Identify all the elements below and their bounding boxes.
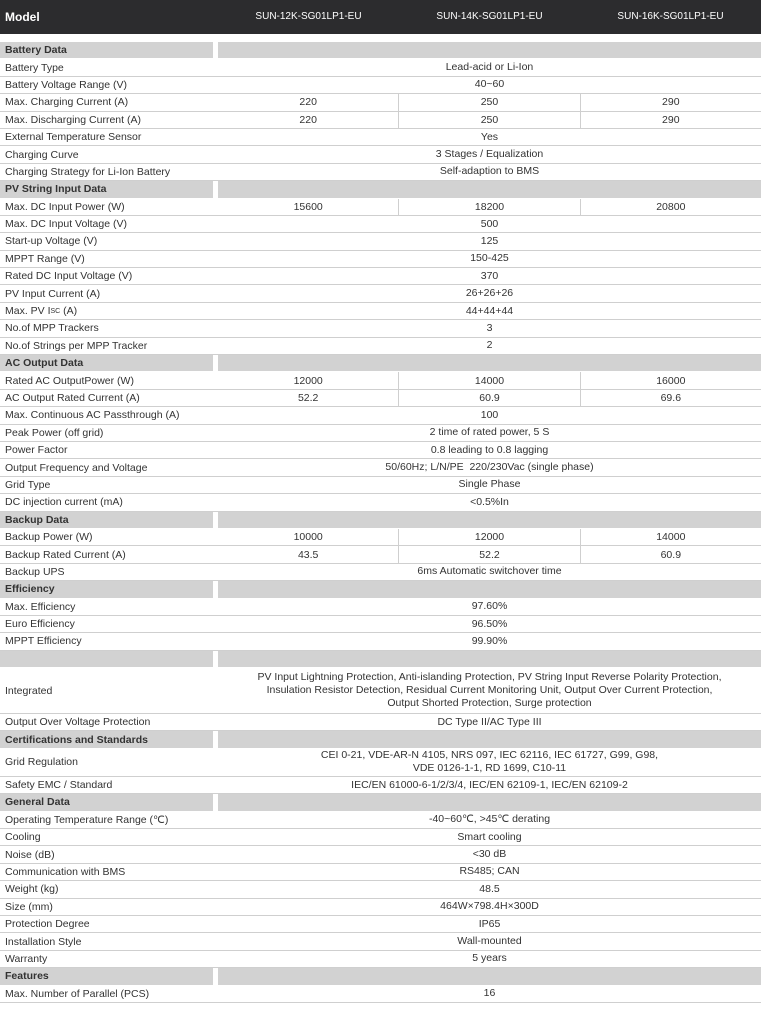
spec-row <box>0 864 761 881</box>
spec-value: 52.2 <box>398 546 579 562</box>
spec-row <box>0 494 761 511</box>
spec-label: Warranty <box>5 952 48 965</box>
spec-label: DC injection current (mA) <box>5 496 123 509</box>
spec-label: Battery Type <box>5 61 64 74</box>
section-title: Battery Data <box>0 42 213 58</box>
spec-table <box>0 42 761 1003</box>
spec-label: Rated AC OutputPower (W) <box>5 374 134 387</box>
spec-row <box>0 529 761 546</box>
spec-label: Installation Style <box>5 935 82 948</box>
spec-row <box>0 164 761 181</box>
spec-value: 125 <box>480 234 499 247</box>
spec-value: DC Type II/AC Type III <box>437 715 542 728</box>
spec-value: 0.8 leading to 0.8 lagging <box>430 443 549 456</box>
model-column-header: SUN-14K-SG01LP1-EU <box>436 11 543 22</box>
spec-row <box>0 616 761 633</box>
spec-row <box>0 285 761 302</box>
spec-value: 99.90% <box>471 634 508 647</box>
spec-value: 43.5 <box>297 548 319 561</box>
spec-value: 15600 <box>293 200 323 213</box>
spec-row <box>0 216 761 233</box>
spec-label: Rated DC Input Voltage (V) <box>5 270 133 283</box>
spec-value: 50/60Hz; L/N/PE 220/230Vac (single phase) <box>385 461 594 474</box>
spec-label: PV Input Current (A) <box>5 287 101 300</box>
spec-value: 290 <box>580 112 761 128</box>
spec-row <box>0 338 761 355</box>
spec-value: 290 <box>580 94 761 110</box>
spec-label: MPPT Range (V) <box>5 252 85 265</box>
spec-label: Power Factor <box>5 444 68 457</box>
spec-value-line: Output Shorted Protection, Surge protection <box>387 697 592 710</box>
spec-label: Max. DC Input Power (W) <box>5 200 125 213</box>
spec-value: Wall-mounted <box>457 935 522 948</box>
spec-value: 250 <box>398 112 579 128</box>
spec-row <box>0 251 761 268</box>
section-protection <box>0 651 761 668</box>
spec-row <box>0 407 761 424</box>
spec-label: Max. Efficiency <box>5 600 76 613</box>
section-features <box>0 968 761 985</box>
spec-value <box>218 749 761 776</box>
model-header-label: Model <box>5 10 40 24</box>
spec-label: Peak Power (off grid) <box>5 426 104 439</box>
spec-value: 69.6 <box>580 390 761 406</box>
spec-label: Battery Voltage Range (V) <box>5 78 127 91</box>
spec-value: 97.60% <box>471 600 508 613</box>
spec-value: 18200 <box>398 199 579 215</box>
spec-value: 6ms Automatic switchover time <box>417 565 562 578</box>
spec-value: 48.5 <box>479 882 500 895</box>
spec-row <box>0 846 761 863</box>
spec-value: 96.50% <box>471 617 508 630</box>
section-title: General Data <box>0 794 213 810</box>
spec-value: 16000 <box>580 372 761 388</box>
section-pv-string-input-data <box>0 181 761 198</box>
spec-row <box>0 442 761 459</box>
spec-label: Max. DC Input Voltage (V) <box>5 218 127 231</box>
spec-label: Backup UPS <box>5 565 65 578</box>
spec-row <box>0 951 761 968</box>
spec-row <box>0 112 761 129</box>
spec-row <box>0 986 761 1003</box>
spec-value: 3 Stages / Equalization <box>435 148 544 161</box>
spec-value: Single Phase <box>458 478 521 491</box>
spec-row <box>0 829 761 846</box>
spec-value: 16 <box>483 987 496 1000</box>
spec-value: 44+44+44 <box>465 304 514 317</box>
spec-value: 100 <box>480 408 499 421</box>
spec-value: 40~60 <box>474 78 505 91</box>
spec-value: Lead-acid or Li-Ion <box>445 61 534 74</box>
spec-row <box>0 303 761 320</box>
section-title: Certifications and Standards <box>0 731 213 747</box>
spec-label: No.of MPP Trackers <box>5 322 99 335</box>
spec-row <box>0 916 761 933</box>
spec-label: Weight (kg) <box>5 883 59 896</box>
spec-value: 2 <box>486 339 493 352</box>
spec-value-line: PV Input Lightning Protection, Anti-islanding Protection, PV String Input Reverse Polarity Protection, <box>257 671 722 684</box>
spec-row <box>0 633 761 650</box>
model-column-header: SUN-12K-SG01LP1-EU <box>255 11 362 22</box>
spec-label: Backup Power (W) <box>5 531 93 544</box>
spec-label: Grid Type <box>5 478 51 491</box>
spec-label: Cooling <box>5 831 41 844</box>
table-header <box>0 0 761 34</box>
spec-row <box>0 146 761 163</box>
section-title: PV String Input Data <box>0 181 213 197</box>
spec-row <box>0 59 761 76</box>
section-title: AC Output Data <box>0 355 213 371</box>
spec-label: Communication with BMS <box>5 865 126 878</box>
model-column-header: SUN-16K-SG01LP1-EU <box>617 11 724 22</box>
label-subscript: SC <box>50 307 61 315</box>
spec-label: Start-up Voltage (V) <box>5 235 98 248</box>
spec-row <box>0 881 761 898</box>
spec-label: Protection Degree <box>5 918 90 931</box>
section-general-data <box>0 794 761 811</box>
spec-label <box>0 303 213 319</box>
spec-row <box>0 233 761 250</box>
spec-value: Yes <box>480 130 499 143</box>
label-text: (A) <box>60 305 78 318</box>
spec-value: 20800 <box>580 199 761 215</box>
spec-label: External Temperature Sensor <box>5 131 142 144</box>
section-title <box>0 651 213 667</box>
spec-label: Charging Strategy for Li-Ion Battery <box>5 165 171 178</box>
section-certifications-and-standards <box>0 731 761 748</box>
spec-row <box>0 714 761 731</box>
section-ac-output-data <box>0 355 761 372</box>
spec-label: No.of Strings per MPP Tracker <box>5 339 148 352</box>
spec-value-line: Insulation Resistor Detection, Residual Current Monitoring Unit, Output Over Current Protection, <box>266 684 713 697</box>
section-title: Efficiency <box>0 581 213 597</box>
section-battery-data <box>0 42 761 59</box>
spec-label: Backup Rated Current (A) <box>5 548 126 561</box>
spec-label: Size (mm) <box>5 900 53 913</box>
spec-row <box>0 459 761 476</box>
section-backup-data <box>0 512 761 529</box>
spec-row <box>0 749 761 777</box>
spec-value: 2 time of rated power, 5 S <box>429 426 550 439</box>
spec-value: -40~60℃, >45℃ derating <box>428 813 551 826</box>
spec-label: AC Output Rated Current (A) <box>5 392 140 404</box>
section-efficiency <box>0 581 761 598</box>
spec-value: IEC/EN 61000-6-1/2/3/4, IEC/EN 62109-1, IEC/EN 62109-2 <box>351 778 628 791</box>
spec-row <box>0 668 761 714</box>
spec-value: <0.5%In <box>470 495 509 508</box>
spec-value: 60.9 <box>580 546 761 562</box>
spec-label: Max. Charging Current (A) <box>5 96 129 109</box>
spec-value: 14000 <box>398 372 579 388</box>
spec-value-line: CEI 0-21, VDE-AR-N 4105, NRS 097, IEC 62116, IEC 61727, G99, G98, <box>320 749 659 762</box>
spec-label: Euro Efficiency <box>5 618 75 631</box>
spec-value: 370 <box>480 269 499 282</box>
spec-row <box>0 899 761 916</box>
spec-label: Noise (dB) <box>5 848 55 861</box>
spec-value: Smart cooling <box>457 830 522 843</box>
spec-value: IP65 <box>478 917 501 930</box>
spec-row <box>0 564 761 581</box>
spec-value: 500 <box>480 217 499 230</box>
spec-value: 150-425 <box>470 252 509 265</box>
spec-value: 3 <box>486 321 493 334</box>
spec-value: 10000 <box>293 531 323 544</box>
spec-value: 250 <box>398 94 579 110</box>
spec-value: 60.9 <box>398 390 579 406</box>
spec-label: Max. Continuous AC Passthrough (A) <box>5 409 180 422</box>
spec-row <box>0 199 761 216</box>
spec-value: 26+26+26 <box>465 287 514 300</box>
spec-value: RS485; CAN <box>459 865 520 878</box>
spec-value-line: VDE 0126-1-1, RD 1699, C10-11 <box>412 762 567 775</box>
spec-value <box>218 668 761 713</box>
spec-value: 14000 <box>580 529 761 545</box>
spec-label: Safety EMC / Standard <box>5 779 113 792</box>
spec-row <box>0 129 761 146</box>
spec-row <box>0 77 761 94</box>
spec-row <box>0 777 761 794</box>
label-text: Max. PV I <box>5 305 51 318</box>
spec-value: 220 <box>299 96 317 109</box>
spec-label: Operating Temperature Range (℃) <box>5 813 169 826</box>
spec-row <box>0 268 761 285</box>
spec-row <box>0 599 761 616</box>
spec-row <box>0 933 761 950</box>
spec-label: Charging Curve <box>5 148 79 161</box>
spec-value: 52.2 <box>297 392 319 404</box>
spec-row <box>0 477 761 494</box>
spec-value: Self-adaption to BMS <box>439 165 540 178</box>
spec-label: Max. Discharging Current (A) <box>5 113 141 126</box>
spec-row <box>0 546 761 563</box>
spec-row <box>0 812 761 829</box>
spec-value: <30 dB <box>472 848 507 861</box>
spec-value: 464W×798.4H×300D <box>440 900 539 913</box>
spec-value: 5 years <box>472 952 507 965</box>
spec-row <box>0 320 761 337</box>
section-title: Features <box>0 968 213 984</box>
section-title: Backup Data <box>0 512 213 528</box>
spec-row <box>0 390 761 407</box>
spec-value: 12000 <box>398 529 579 545</box>
spec-value: 220 <box>299 113 317 126</box>
spec-label: Max. Number of Parallel (PCS) <box>5 987 150 1000</box>
spec-value: 12000 <box>293 374 323 387</box>
spec-row <box>0 425 761 442</box>
spec-label: Integrated <box>5 684 53 697</box>
spec-row <box>0 94 761 111</box>
spec-label: Output Frequency and Voltage <box>5 461 148 474</box>
spec-label: Output Over Voltage Protection <box>5 716 151 729</box>
spec-label: Grid Regulation <box>5 756 78 769</box>
spec-row <box>0 372 761 389</box>
spec-label: MPPT Efficiency <box>5 635 82 648</box>
